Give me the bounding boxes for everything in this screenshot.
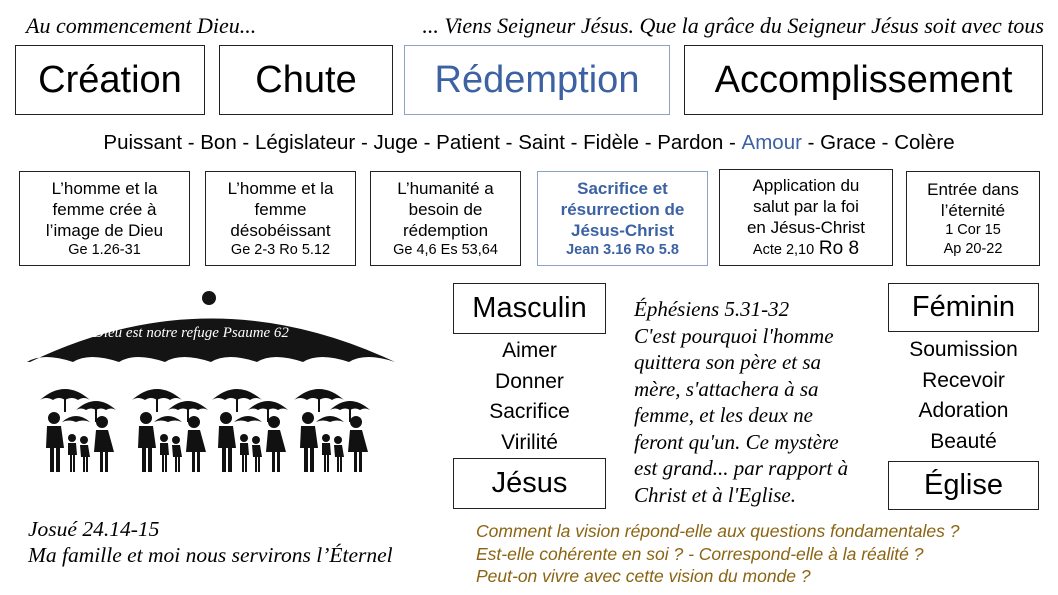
card-eternite: Entrée dans l’éternité 1 Cor 15 Ap 20-22 — [906, 171, 1040, 266]
attribute: Pardon — [657, 131, 724, 154]
attribute: Bon — [200, 131, 237, 154]
question: Est-elle cohérente en soi ? - Correspond-elle à la réalité ? — [476, 543, 924, 564]
joshua-ref: Josué 24.14-15 — [28, 517, 160, 541]
eglise-box: Église — [888, 461, 1039, 510]
card-chute: L’homme et la femme désobéissant Ge 2-3 Ro 5.12 — [205, 171, 356, 266]
theme-redemption: Rédemption — [404, 45, 670, 115]
attribute: Fidèle — [583, 131, 639, 154]
attribute: Juge — [373, 131, 418, 154]
family-umbrella-icon — [20, 290, 420, 480]
header-left: Au commencement Dieu... — [26, 13, 257, 38]
jesus-box: Jésus — [453, 458, 606, 509]
card-ref: Ge 4,6 Es 53,64 — [393, 241, 498, 258]
umbrella-caption: Dieu est notre refuge Psaume 62 — [93, 325, 289, 341]
card-application: Application du salut par la foi en Jésus-Christ Acte 2,10 Ro 8 — [719, 169, 893, 266]
card-ref: Ge 2-3 Ro 5.12 — [230, 241, 331, 258]
masculin-box: Masculin — [453, 283, 606, 334]
question: Comment la vision répond-elle aux questions fondamentales ? — [476, 521, 960, 541]
card-ref: 1 Cor 15 — [945, 221, 1001, 238]
ephesians-quote: Éphésiens 5.31-32 C'est pourquoi l'homme quittera son père et sa mère, s'attachera à sa femme, et les deux ne feront qu'un. Ce mystère est grand... par rapport à Christ et à l'Eglise. — [634, 297, 849, 507]
card-ref: Ap 20-22 — [943, 240, 1003, 257]
attribute: Grace — [820, 131, 876, 154]
attribute: Patient — [436, 131, 500, 154]
card-ref: Ge 1.26-31 — [68, 241, 141, 258]
theme-accomplissement: Accomplissement — [684, 45, 1043, 115]
attribute: Colère — [894, 131, 955, 154]
question: Peut-on vivre avec cette vision du monde ? — [476, 566, 811, 586]
card-creation: L’homme et la femme crée à l’image de Dieu Ge 1.26-31 — [19, 171, 190, 266]
ephesians-ref: Éphésiens 5.31-32 — [634, 297, 790, 321]
card-humanite: L’humanité a besoin de rédemption Ge 4,6 Es 53,64 — [370, 171, 521, 266]
attribute: Saint — [518, 131, 565, 154]
attribute-highlight: Amour — [741, 131, 802, 154]
feminin-box: Féminin — [888, 283, 1039, 332]
theme-chute: Chute — [219, 45, 393, 115]
joshua-quote: Josué 24.14-15 Ma famille et moi nous servirons l’Éternel — [28, 517, 393, 567]
card-ref: Acte 2,10 Ro 8 — [752, 238, 860, 259]
card-ref: Jean 3.16 Ro 5.8 — [566, 241, 679, 258]
theme-creation: Création — [15, 45, 205, 115]
feminin-list: Soumission Recevoir Adoration Beauté — [909, 338, 1018, 453]
masculin-list: Aimer Donner Sacrifice Virilité — [489, 339, 570, 454]
attribute: Puissant — [103, 131, 183, 154]
card-sacrifice: Sacrifice et résurrection de Jésus-Christ Jean 3.16 Ro 5.8 — [537, 171, 708, 266]
attributes-row: Puissant - Bon - Législateur - Juge - Patient - Saint - Fidèle - Pardon - Amour - Grace - Colère — [103, 131, 955, 154]
header-right: ... Viens Seigneur Jésus. Que la grâce du Seigneur Jésus soit avec tous — [422, 13, 1044, 38]
attribute: Législateur — [254, 131, 356, 154]
questions — [476, 520, 959, 588]
